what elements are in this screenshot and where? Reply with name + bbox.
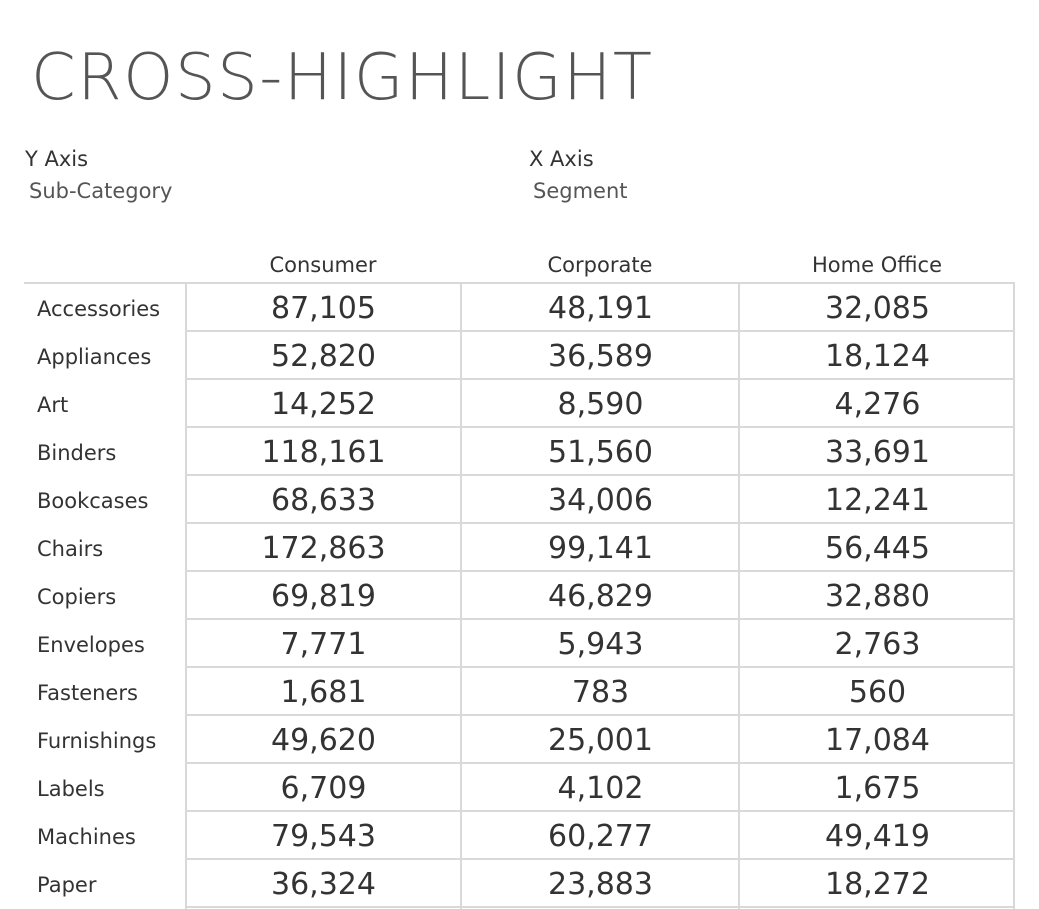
cell-corporate[interactable]: 23,883 xyxy=(548,867,653,902)
y-axis-parameter[interactable] xyxy=(25,146,172,205)
cell-consumer[interactable]: 52,820 xyxy=(271,339,376,374)
y-axis-label: Y Axis xyxy=(25,147,89,171)
cell-corporate[interactable]: 25,001 xyxy=(548,723,653,758)
row-header[interactable]: Art xyxy=(37,393,69,417)
table-row xyxy=(24,428,1015,476)
table-row xyxy=(24,332,1015,380)
page-title: CROSS-HIGHLIGHT xyxy=(31,41,654,115)
column-header-consumer[interactable]: Consumer xyxy=(269,253,377,277)
column-divider xyxy=(185,282,187,909)
row-header[interactable]: Accessories xyxy=(37,297,161,321)
cell-corporate[interactable]: 4,102 xyxy=(557,771,644,806)
row-header[interactable]: Labels xyxy=(37,777,105,801)
cell-corporate[interactable]: 34,006 xyxy=(548,483,653,518)
cell-consumer[interactable]: 68,633 xyxy=(271,483,376,518)
cell-home-office[interactable]: 18,124 xyxy=(825,339,930,374)
table-row xyxy=(24,860,1015,908)
row-header[interactable]: Machines xyxy=(37,825,136,849)
cell-home-office[interactable]: 32,880 xyxy=(825,579,930,614)
column-header-corporate[interactable]: Corporate xyxy=(547,253,653,277)
cell-corporate[interactable]: 783 xyxy=(571,675,630,710)
cell-home-office[interactable]: 56,445 xyxy=(825,531,930,566)
table-row xyxy=(24,764,1015,812)
cell-corporate[interactable]: 48,191 xyxy=(548,291,653,326)
table-row xyxy=(24,476,1015,524)
cell-consumer[interactable]: 172,863 xyxy=(261,531,386,566)
table-row xyxy=(24,524,1015,572)
row-header[interactable]: Fasteners xyxy=(37,681,138,705)
cell-consumer[interactable]: 79,543 xyxy=(271,819,376,854)
cell-home-office[interactable]: 33,691 xyxy=(825,435,930,470)
row-header[interactable]: Paper xyxy=(37,873,97,897)
cell-home-office[interactable]: 18,272 xyxy=(825,867,930,902)
row-header[interactable]: Bookcases xyxy=(37,489,149,513)
cell-consumer[interactable]: 36,324 xyxy=(271,867,376,902)
cell-corporate[interactable]: 60,277 xyxy=(548,819,653,854)
column-divider xyxy=(460,282,462,909)
row-header-top-border xyxy=(24,282,185,284)
row-header[interactable]: Binders xyxy=(37,441,117,465)
table-row xyxy=(24,572,1015,620)
cell-corporate[interactable]: 5,943 xyxy=(557,627,644,662)
row-header[interactable]: Copiers xyxy=(37,585,117,609)
cell-consumer[interactable]: 1,681 xyxy=(280,675,367,710)
table-row xyxy=(24,812,1015,860)
row-header[interactable]: Envelopes xyxy=(37,633,145,657)
cell-consumer[interactable]: 7,771 xyxy=(280,627,367,662)
cell-consumer[interactable]: 87,105 xyxy=(271,291,376,326)
row-divider xyxy=(185,906,1015,908)
cell-corporate[interactable]: 46,829 xyxy=(548,579,653,614)
cell-corporate[interactable]: 99,141 xyxy=(548,531,653,566)
cell-consumer[interactable]: 69,819 xyxy=(271,579,376,614)
row-header[interactable]: Chairs xyxy=(37,537,104,561)
cell-consumer[interactable]: 14,252 xyxy=(271,387,376,422)
row-header[interactable]: Appliances xyxy=(37,345,152,369)
cell-home-office[interactable]: 32,085 xyxy=(825,291,930,326)
cell-home-office[interactable]: 560 xyxy=(848,675,907,710)
cell-consumer[interactable]: 118,161 xyxy=(261,435,386,470)
row-header[interactable]: Furnishings xyxy=(37,729,157,753)
cell-home-office[interactable]: 2,763 xyxy=(834,627,921,662)
column-header-home-office[interactable]: Home Office xyxy=(812,253,942,277)
cell-home-office[interactable]: 49,419 xyxy=(825,819,930,854)
cell-home-office[interactable]: 12,241 xyxy=(825,483,930,518)
x-axis-value[interactable]: Segment xyxy=(533,179,628,203)
x-axis-label: X Axis xyxy=(529,147,594,171)
cell-consumer[interactable]: 6,709 xyxy=(280,771,367,806)
column-divider xyxy=(1013,282,1015,909)
table-row xyxy=(24,380,1015,428)
cell-corporate[interactable]: 51,560 xyxy=(548,435,653,470)
crosstab-table xyxy=(24,282,1015,909)
column-divider xyxy=(738,282,740,909)
table-row xyxy=(24,620,1015,668)
cell-home-office[interactable]: 4,276 xyxy=(834,387,921,422)
table-row xyxy=(24,668,1015,716)
cell-home-office[interactable]: 1,675 xyxy=(834,771,921,806)
table-row xyxy=(24,284,1015,332)
y-axis-value[interactable]: Sub-Category xyxy=(29,179,173,203)
x-axis-parameter[interactable] xyxy=(529,146,628,205)
cell-home-office[interactable]: 17,084 xyxy=(825,723,930,758)
cell-corporate[interactable]: 8,590 xyxy=(557,387,644,422)
cell-consumer[interactable]: 49,620 xyxy=(271,723,376,758)
table-row xyxy=(24,716,1015,764)
cell-corporate[interactable]: 36,589 xyxy=(548,339,653,374)
